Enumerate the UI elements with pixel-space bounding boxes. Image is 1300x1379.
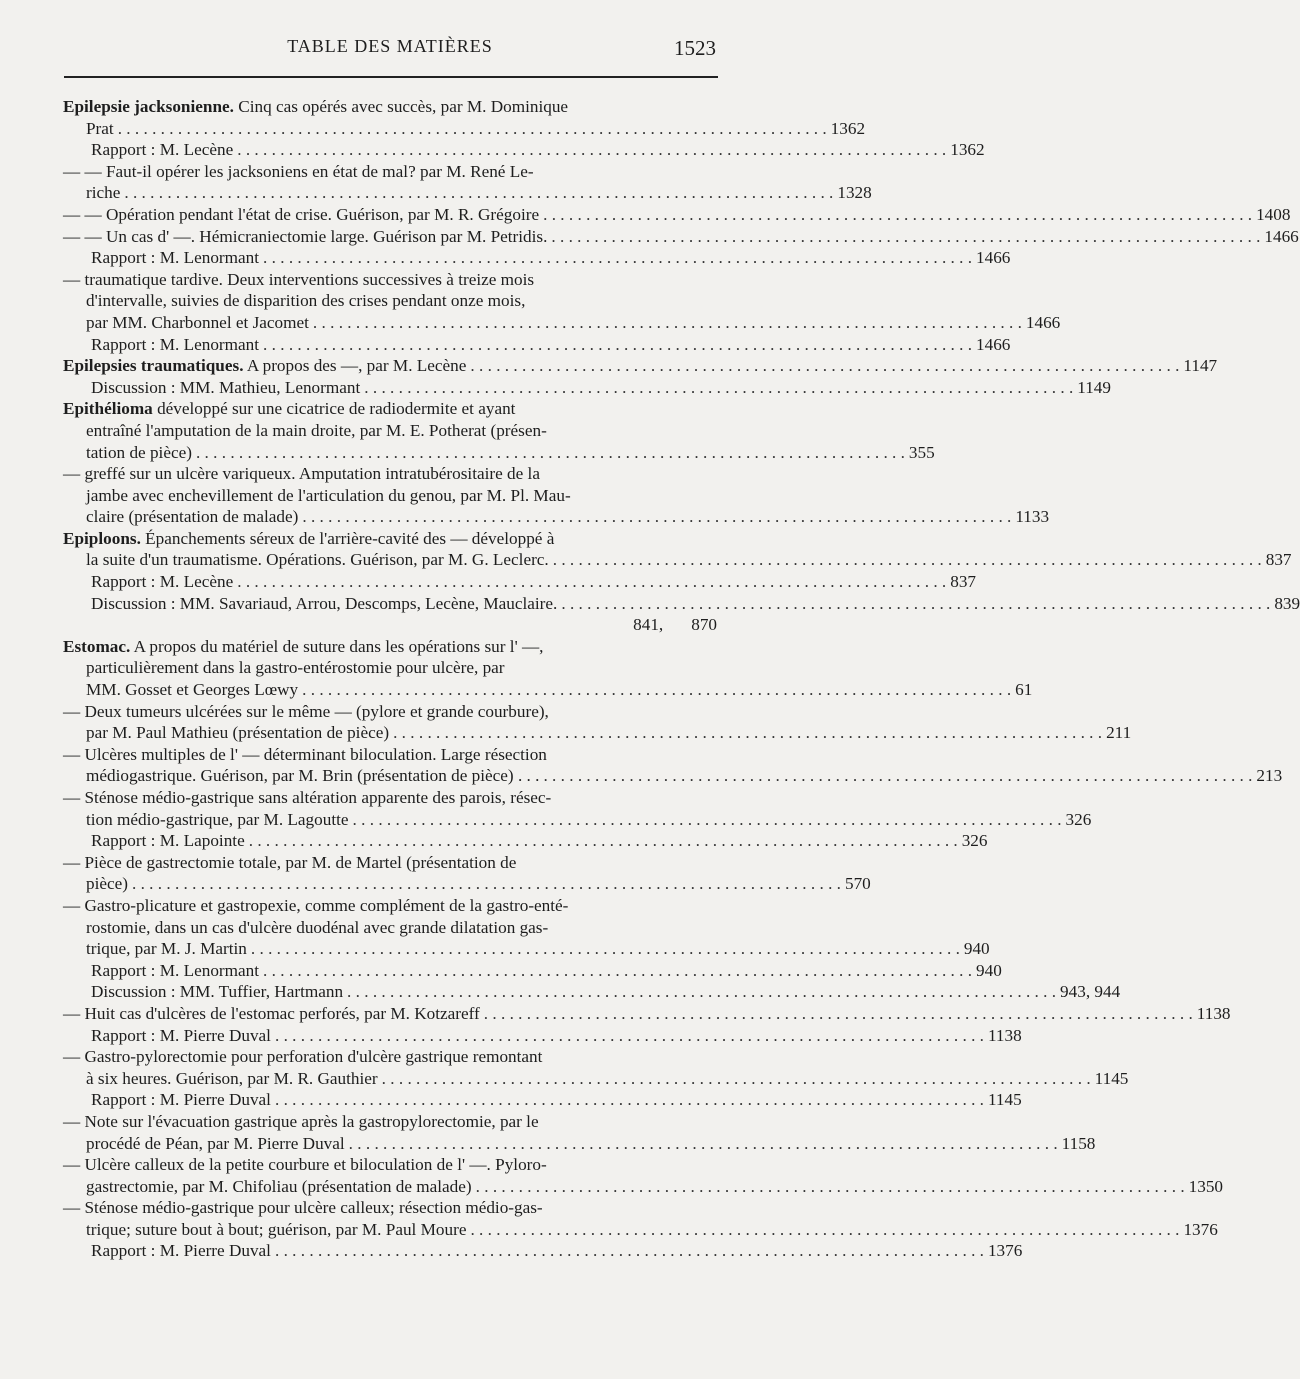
entry-body: A propos du matériel de suture dans les opérations sur l' —, <box>130 636 544 656</box>
index-line <box>63 1111 717 1133</box>
entry-text <box>86 809 349 831</box>
leader-dots <box>393 722 1102 744</box>
entry-body: — Pièce de gastrectomie totale, par M. de Martel (présentation de <box>63 852 517 872</box>
entry-body: — — Un cas d' —. Hémicraniectomie large. Guérison par M. Petridis. <box>63 226 548 246</box>
index-line <box>63 1046 717 1068</box>
leader-dots <box>263 960 972 982</box>
page-ref: 1362 <box>830 118 866 138</box>
index-line <box>63 1089 1022 1111</box>
index-line <box>63 96 717 118</box>
page-number: 1523 <box>674 36 716 60</box>
entry-text <box>63 701 717 723</box>
entry-text <box>91 1089 271 1111</box>
entry-text <box>86 182 120 204</box>
entry-body: Rapport : M. Lenormant <box>91 334 260 354</box>
page-ref: 61 <box>1015 680 1033 700</box>
page-ref: 1328 <box>837 183 872 203</box>
entry-body: tion médio-gastrique, par M. Lagoutte <box>86 809 349 829</box>
index-line <box>63 161 717 183</box>
entry-body: d'intervalle, suivies de disparition des crises pendant onze mois, <box>86 291 526 311</box>
page-ref: 1376 <box>987 1241 1023 1261</box>
entry-body: — greffé sur un ulcère variqueux. Amputation intratubérositaire de la <box>63 464 540 484</box>
index-line <box>63 873 871 895</box>
page-ref: 326 <box>961 831 988 851</box>
page-ref: 1149 <box>1077 377 1111 397</box>
page-ref: 1466 <box>976 248 1011 268</box>
leader-dots <box>470 355 1179 377</box>
entry-body: pièce) <box>86 874 128 894</box>
page-ref: 1133 <box>1015 507 1050 527</box>
entry-text <box>63 744 717 766</box>
index-line <box>63 657 717 679</box>
entry-text <box>91 1240 271 1262</box>
entry-text <box>63 636 717 658</box>
index-line <box>63 744 717 766</box>
entry-text <box>63 355 466 377</box>
leader-dots <box>237 139 946 161</box>
index-line <box>63 895 717 917</box>
entry-text <box>86 506 298 528</box>
entry-text <box>63 96 717 118</box>
index-line <box>63 1133 1096 1155</box>
leader-dots <box>349 1133 1058 1155</box>
entry-body: par MM. Charbonnel et Jacomet <box>86 312 309 332</box>
entry-body: — Huit cas d'ulcères de l'estomac perforés, par M. Kotzareff <box>63 1003 480 1023</box>
leader-dots <box>196 442 905 464</box>
entry-body: la suite d'un traumatisme. Opérations. Guérison, par M. G. Leclerc. <box>86 550 549 570</box>
index-line <box>63 1240 1023 1262</box>
running-title: TABLE DES MATIÈRES <box>287 36 493 56</box>
entry-body: riche <box>86 183 121 203</box>
index-line <box>63 1197 717 1219</box>
index-line <box>63 787 717 809</box>
page-ref: 870 <box>691 615 717 635</box>
leader-dots <box>470 1219 1179 1241</box>
entry-text <box>91 981 343 1003</box>
page-ref: 1350 <box>1188 1176 1223 1196</box>
page-ref: 1466 <box>1264 226 1299 246</box>
entry-body: — Sténose médio-gastrique pour ulcère calleux; résection médio-gas- <box>63 1198 543 1218</box>
page-ref: 1138 <box>1196 1003 1231 1023</box>
page-ref: 1145 <box>1094 1068 1129 1088</box>
page-ref: 839 <box>1274 593 1300 613</box>
entry-text <box>86 938 247 960</box>
page-ref: 1466 <box>1025 312 1061 332</box>
page-ref: 570 <box>844 874 871 894</box>
index-line <box>63 1176 1223 1198</box>
index-line <box>63 420 717 442</box>
page-ref: 1145 <box>987 1090 1022 1110</box>
entry-body: entraîné l'amputation de la main droite, par M. E. Potherat (présen- <box>86 420 547 440</box>
leader-dots <box>484 1003 1193 1025</box>
leader-dots <box>249 830 958 852</box>
entry-body: Rapport : M. Lenormant <box>91 960 260 980</box>
index-line <box>63 506 1050 528</box>
page-ref: 837 <box>1265 550 1292 570</box>
leader-dots <box>275 1025 984 1047</box>
entry-heading: Epilepsies traumatiques. <box>63 356 244 376</box>
entry-body: développé sur une cicatrice de radiodermite et ayant <box>152 399 516 419</box>
entry-body: — Gastro-pylorectomie pour perforation d'ulcère gastrique remontant <box>63 1047 543 1067</box>
index-line <box>63 1219 1218 1241</box>
entry-text <box>86 1176 472 1198</box>
entry-text <box>86 657 717 679</box>
entry-body: Discussion : MM. Savariaud, Arrou, Descomps, Lecène, Mauclaire. <box>91 593 558 613</box>
leader-dots <box>118 118 827 140</box>
index-line <box>63 528 717 550</box>
index-line <box>63 377 1111 399</box>
page-ref: 1138 <box>987 1025 1022 1045</box>
index-line <box>63 722 1132 744</box>
entry-text <box>86 420 717 442</box>
entry-text <box>63 1111 717 1133</box>
entry-text <box>86 1068 378 1090</box>
entry-body: Cinq cas opérés avec succès, par M. Dominique <box>233 97 569 116</box>
entry-body: trique, par M. J. Martin <box>86 939 247 959</box>
entry-body: à six heures. Guérison, par M. R. Gauthier <box>86 1068 378 1088</box>
index-line <box>63 463 717 485</box>
index-line <box>63 1003 1231 1025</box>
index-line <box>63 981 1121 1003</box>
entry-body: Rapport : M. Lapointe <box>91 831 245 851</box>
entry-body: procédé de Péan, par M. Pierre Duval <box>86 1133 345 1153</box>
leader-dots <box>275 1240 984 1262</box>
entry-body: — Note sur l'évacuation gastrique après la gastropylorectomie, par le <box>63 1111 539 1131</box>
leader-dots <box>364 377 1073 399</box>
entry-text <box>91 334 259 356</box>
entry-text <box>91 593 557 615</box>
entry-body: tation de pièce) <box>86 442 192 462</box>
entry-body: Rapport : M. Lecène <box>91 572 234 592</box>
entry-text <box>63 161 717 183</box>
page-ref: 1147 <box>1183 356 1218 376</box>
index-line <box>63 1025 1022 1047</box>
index-line <box>63 701 717 723</box>
entry-text <box>86 549 549 571</box>
entry-text <box>86 1219 466 1241</box>
leader-dots <box>302 679 1011 701</box>
index-line <box>63 830 988 852</box>
index-line <box>63 442 935 464</box>
entry-text <box>63 1003 480 1025</box>
entry-text <box>63 1154 717 1176</box>
page-ref: 213 <box>1256 766 1283 786</box>
entry-body: Rapport : M. Lenormant <box>91 248 260 268</box>
leader-dots <box>353 809 1062 831</box>
entry-text <box>63 852 717 874</box>
entry-body: Discussion : MM. Mathieu, Lenormant <box>91 377 361 397</box>
entry-body: particulièrement dans la gastro-entérostomie pour ulcère, par <box>86 658 505 678</box>
page-ref: 355 <box>908 442 935 462</box>
entry-text <box>63 269 717 291</box>
entry-body: Rapport : M. Pierre Duval <box>91 1025 271 1045</box>
entry-body: claire (présentation de malade) <box>86 507 299 527</box>
entry-body: Prat <box>86 118 114 138</box>
entry-body: jambe avec enchevillement de l'articulation du genou, par M. Pl. Mau- <box>86 485 571 505</box>
entry-text <box>63 398 717 420</box>
index-line <box>63 355 1218 377</box>
leader-dots <box>275 1089 984 1111</box>
index-line <box>63 182 872 204</box>
leader-dots <box>347 981 1056 1003</box>
entry-heading: Epiploons. <box>63 528 141 548</box>
entry-body: — Ulcère calleux de la petite courbure et biloculation de l' —. Pyloro- <box>63 1155 547 1175</box>
index-line <box>63 290 717 312</box>
leader-dots <box>561 593 1270 615</box>
entry-text <box>86 722 389 744</box>
entry-heading: Epithélioma <box>63 399 153 419</box>
page-ref: 940 <box>976 960 1002 980</box>
entry-body: — Sténose médio-gastrique sans altération apparente des parois, résec- <box>63 788 552 807</box>
page-header <box>0 36 800 60</box>
entry-text <box>86 485 717 507</box>
entry-body: trique; suture bout à bout; guérison, par M. Paul Moure <box>86 1219 467 1239</box>
index-line <box>63 809 1092 831</box>
entry-text <box>63 1197 717 1219</box>
entry-text <box>63 463 717 485</box>
page-ref: 211 <box>1106 723 1132 743</box>
index-line <box>63 852 717 874</box>
index-line <box>63 139 985 161</box>
entry-text <box>63 226 547 248</box>
entry-body: — traumatique tardive. Deux interventions successives à treize mois <box>63 269 535 289</box>
index-line <box>63 485 717 507</box>
leader-dots <box>263 334 972 356</box>
leader-dots <box>543 765 1252 787</box>
leader-dots <box>237 571 946 593</box>
page-ref: 1158 <box>1061 1133 1096 1153</box>
leader-dots <box>382 1068 1091 1090</box>
index-entries <box>63 96 1300 1262</box>
entry-body: Épanchements séreux de l'arrière-cavité des — développé à <box>140 528 555 548</box>
leader-dots <box>553 549 1262 571</box>
leader-dots <box>543 204 1252 226</box>
entry-text <box>91 377 360 399</box>
entry-text <box>86 765 539 787</box>
entry-text <box>91 1025 271 1047</box>
entry-heading: Estomac. <box>63 636 131 656</box>
index-line <box>63 1068 1129 1090</box>
leader-dots <box>302 506 1011 528</box>
entry-body: Rapport : M. Pierre Duval <box>91 1241 271 1261</box>
index-line <box>63 334 1011 356</box>
leader-dots <box>476 1176 1185 1198</box>
entry-text <box>63 787 717 809</box>
entry-body: MM. Gosset et Georges Lœwy <box>86 680 299 700</box>
index-line <box>63 679 1033 701</box>
page-ref: 1376 <box>1183 1219 1218 1239</box>
index-line <box>63 269 717 291</box>
index-line <box>63 118 866 140</box>
leader-dots <box>313 312 1022 334</box>
index-line <box>63 204 1291 226</box>
index-line <box>63 593 1300 615</box>
entry-text <box>86 873 128 895</box>
index-line <box>63 571 976 593</box>
index-line <box>63 226 1299 248</box>
entry-text <box>91 247 259 269</box>
entry-text <box>63 528 717 550</box>
leader-dots <box>551 226 1260 248</box>
entry-body: A propos des —, par M. Lecène <box>243 356 467 376</box>
entry-text <box>86 1133 345 1155</box>
leader-dots <box>263 247 972 269</box>
entry-body: médiogastrique. Guérison, par M. Brin (présentation de pièce) . . . <box>86 766 540 786</box>
entry-body: par M. Paul Mathieu (présentation de pièce) <box>86 723 390 743</box>
entry-text <box>86 679 298 701</box>
page-ref: 943, 944 <box>1060 982 1121 1002</box>
entry-text <box>91 960 259 982</box>
entry-text <box>63 895 717 917</box>
header-rule <box>64 76 718 78</box>
entry-body: Rapport : M. Pierre Duval <box>91 1090 271 1110</box>
index-line <box>63 938 990 960</box>
index-line <box>63 917 717 939</box>
entry-body: 841, <box>633 615 664 635</box>
entry-text <box>91 571 233 593</box>
page-ref: 837 <box>950 572 976 592</box>
entry-body: Rapport : M. Lecène <box>91 140 234 160</box>
entry-text <box>86 312 309 334</box>
index-line <box>63 398 717 420</box>
index-line <box>63 1154 717 1176</box>
index-line <box>63 549 1292 571</box>
leader-dots <box>124 182 833 204</box>
page-ref: 1362 <box>950 140 985 160</box>
entry-text <box>63 1046 717 1068</box>
index-line <box>63 960 1002 982</box>
index-line <box>63 614 717 636</box>
entry-text <box>86 442 192 464</box>
entry-text <box>86 917 717 939</box>
page-ref: 1466 <box>976 334 1011 354</box>
entry-text <box>86 290 717 312</box>
entry-body: — Gastro-plicature et gastropexie, comme complément de la gastro-enté- <box>63 895 569 915</box>
entry-body: gastrectomie, par M. Chifoliau (présentation de malade) <box>86 1176 472 1196</box>
entry-body: rostomie, dans un cas d'ulcère duodénal avec grande dilatation gas- <box>86 917 549 937</box>
index-line <box>63 247 1011 269</box>
page-ref: 1408 <box>1256 204 1291 224</box>
leader-dots <box>251 938 960 960</box>
entry-body: — — Opération pendant l'état de crise. Guérison, par M. R. Grégoire <box>63 204 540 224</box>
entry-heading: Epilepsie jacksonienne. <box>63 97 234 116</box>
leader-dots <box>132 873 841 895</box>
page-ref: 326 <box>1065 809 1092 829</box>
entry-body: — — Faut-il opérer les jacksoniens en état de mal? par M. René Le- <box>63 161 534 181</box>
entry-text <box>86 118 114 140</box>
index-line <box>63 765 1283 787</box>
index-line <box>63 636 717 658</box>
index-line <box>63 312 1061 334</box>
entry-body: Discussion : MM. Tuffier, Hartmann <box>91 982 344 1002</box>
entry-text <box>91 830 245 852</box>
entry-body: — Deux tumeurs ulcérées sur le même — (pylore et grande courbure), <box>63 701 549 721</box>
page-ref: 940 <box>963 939 990 959</box>
entry-text <box>91 139 233 161</box>
entry-text <box>63 204 539 226</box>
entry-body: — Ulcères multiples de l' — déterminant biloculation. Large résection <box>63 744 547 764</box>
entry-text <box>633 614 663 636</box>
